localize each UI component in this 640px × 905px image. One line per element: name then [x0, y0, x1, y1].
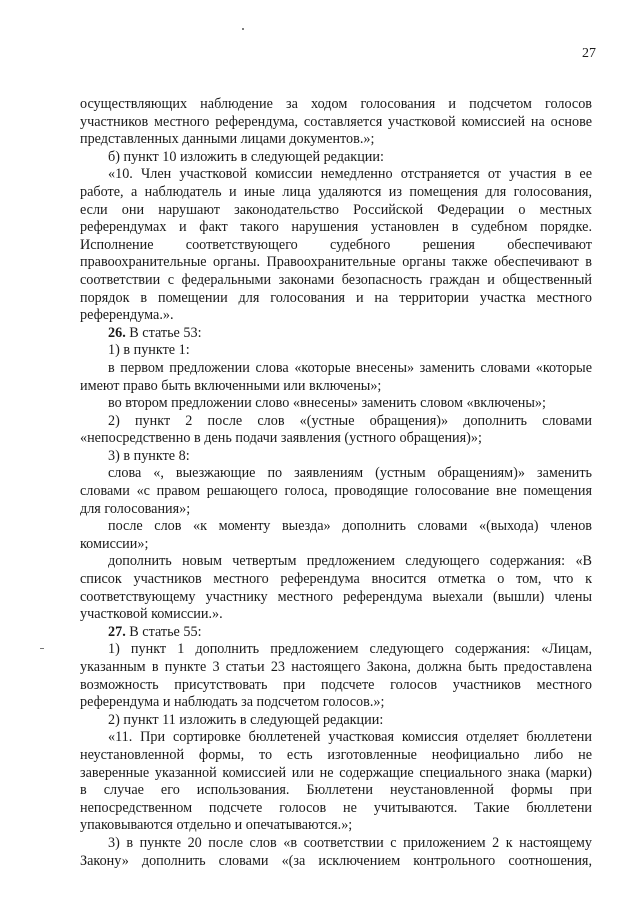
text-line: во втором предложении слово «внесены» заменить словом «включены»; [108, 395, 546, 412]
scan-speck [40, 648, 44, 649]
document-body [80, 96, 592, 870]
text-line: Исполнение соответствующего судебного решения обеспечивают [80, 236, 592, 253]
text-line: указанным в пункте 3 статьи 23 настоящего Закона, должна быть предоставлена [80, 659, 592, 675]
text-line: 2) пункт 11 изложить в следующей редакции: [108, 711, 384, 728]
text-line: словами «с правом решающего голоса, проводящие голосование вне помещения [80, 483, 592, 500]
text-line: соответствии с федеральными законами безопасность граждан и общественный [80, 271, 592, 288]
text-line: 1) в пункте 1: [108, 342, 190, 359]
text-line: 1) пункт 1 дополнить предложением следующего содержания: «Лицам, [108, 641, 592, 658]
article-number: 26. [108, 324, 126, 341]
text-line: 3) в пункте 20 после слов «в соответствии с приложением 2 к настоящему [108, 834, 592, 851]
text-line: референдума.». [80, 307, 174, 324]
article-number: 27. [108, 623, 126, 640]
text-line: список участников местного референдума вносится отметка о том, что к [80, 571, 592, 588]
text-line: 3) в пункте 8: [108, 447, 190, 464]
text-line: «10. Член участковой комиссии немедленно отстраняется от участия в ее [108, 166, 592, 183]
text-line: «непосредственно в день подачи заявления (устного обращения)»; [80, 430, 482, 447]
text-line: правоохранительные органы. Правоохранительные органы также обеспечивают в [80, 254, 592, 271]
text-line: участников местного референдума, составляется участковой комиссией на основе [80, 113, 592, 130]
text-line: непосредственном подсчете голосов не учитываются. Такие бюллетени [80, 799, 592, 816]
text-line: имеют право быть включенными или включены»; [80, 377, 382, 394]
text-line: слова «, выезжающие по заявлениям (устным обращениям)» заменить [108, 465, 592, 482]
text-line: возможность присутствовать при подсчете голосов участников местного [80, 676, 592, 693]
text-line: 2) пункт 2 после слов «(устные обращения)» дополнить словами [108, 412, 592, 429]
text-line: б) пункт 10 изложить в следующей редакции: [108, 148, 384, 165]
text-line: комиссии»; [80, 535, 149, 552]
text-line: если они нарушают законодательство Российской Федерации о местных [80, 201, 592, 218]
text-line: соответствующему участнику местного референдума выехали (вышли) члены [80, 588, 592, 605]
text-line: референдума и наблюдать за подсчетом голосов.»; [80, 694, 385, 711]
article-heading-text: В статье 55: [125, 623, 202, 640]
text-line: после слов «к моменту выезда» дополнить словами «(выхода) членов [108, 518, 592, 535]
text-line: упаковываются отдельно и опечатываются.»; [80, 817, 353, 834]
text-line [80, 325, 592, 343]
text-line: заверенные указанной комиссией или не содержащие специального знака (марки) [80, 764, 592, 781]
text-line: работе, а наблюдатель и иные лица удаляются из помещения для голосования, [80, 183, 592, 200]
text-line: осуществляющих наблюдение за ходом голосования и подсчетом голосов [80, 96, 592, 112]
article-heading-text: В статье 53: [125, 324, 202, 341]
text-line: референдумах и факт такого нарушения установлен в судебном порядке. [80, 219, 592, 236]
text-line [80, 624, 592, 642]
scan-speck [242, 28, 244, 30]
text-line: представленных данными лицами документов.»; [80, 131, 375, 148]
text-line: для голосования»; [80, 500, 191, 517]
page-number: 27 [582, 46, 596, 61]
text-line: дополнить новым четвертым предложением следующего содержания: «В [108, 553, 592, 570]
text-line: в случае его использования. Бюллетени неустановленной формы при [80, 782, 592, 799]
text-line: порядок в помещении для голосования и на территории участка местного [80, 289, 592, 306]
text-line: в первом предложении слова «которые внесены» заменить словами «которые [108, 359, 592, 376]
text-line: «11. При сортировке бюллетеней участковая комиссия отделяет бюллетени [108, 729, 592, 746]
text-line: Закону» дополнить словами «(за исключением контрольного соотношения, [80, 852, 592, 869]
text-line: неустановленной формы, то есть изготовленные неофициально либо не [80, 746, 592, 763]
text-line: участковой комиссии.». [80, 606, 223, 623]
